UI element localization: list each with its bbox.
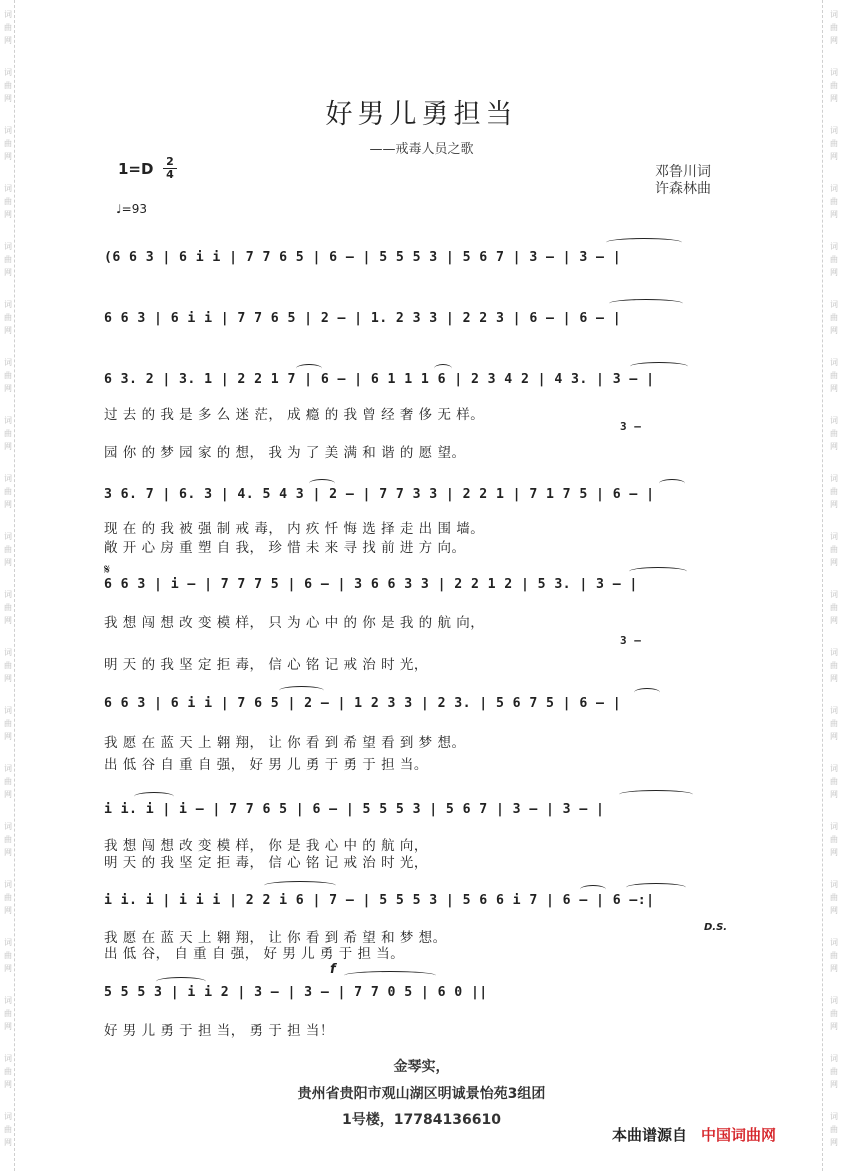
tie bbox=[626, 883, 686, 892]
meter-bottom: 4 bbox=[163, 168, 177, 181]
watermark-text: 词 曲 网 bbox=[830, 416, 838, 451]
lyric-line: 我 想 闯 想 改 变 模 样， 只 为 心 中 的 你 是 我 的 航 向， bbox=[104, 615, 485, 631]
notation-row bbox=[104, 802, 744, 828]
lyricist: 邓鲁川词 bbox=[655, 164, 711, 180]
notation-row bbox=[104, 577, 744, 603]
watermark-text: 词 曲 网 bbox=[4, 474, 12, 509]
alt-notes: 3 – bbox=[620, 420, 642, 433]
notation-row bbox=[104, 372, 744, 398]
slur bbox=[434, 364, 452, 373]
footer-phone: 1号楼，17784136610 bbox=[342, 1112, 501, 1128]
ds-mark: D.S. bbox=[704, 922, 728, 933]
source-credit bbox=[612, 1124, 776, 1145]
notation-row bbox=[104, 311, 744, 337]
forte-mark: f bbox=[330, 962, 336, 977]
watermark-text: 词 曲 网 bbox=[830, 1112, 838, 1147]
lyric-line: 出 低 谷， 自 重 自 强， 好 男 儿 勇 于 担 当。 bbox=[104, 946, 405, 962]
lyric-line: 我 愿 在 蓝 天 上 翱 翔， 让 你 看 到 希 望 看 到 梦 想。 bbox=[104, 735, 466, 751]
watermark-text: 词 曲 网 bbox=[4, 764, 12, 799]
tie bbox=[609, 299, 683, 308]
watermark-text: 词 曲 网 bbox=[4, 184, 12, 219]
slur bbox=[296, 364, 322, 373]
slur bbox=[156, 977, 206, 986]
watermark-text: 词 曲 网 bbox=[830, 242, 838, 277]
watermark-text: 词 曲 网 bbox=[4, 300, 12, 335]
notation-row bbox=[104, 696, 744, 722]
watermark-text: 词 曲 网 bbox=[4, 880, 12, 915]
lyric-line: 我 想 闯 想 改 变 模 样， 你 是 我 心 中 的 航 向， bbox=[104, 838, 428, 854]
slur bbox=[279, 686, 324, 695]
lyric-line: 过 去 的 我 是 多 么 迷 茫， 成 瘾 的 我 曾 经 奢 侈 无 样。 bbox=[104, 407, 485, 423]
notes: (6 6 3 | 6 i i | 7 7 6 5 | 6 – | 5 5 5 3 | 5 6 7 | 3 – | 3 – | bbox=[104, 250, 622, 265]
footer-address: 贵州省贵阳市观山湖区明诚景怡苑3组团 bbox=[297, 1086, 546, 1102]
tie bbox=[344, 971, 436, 980]
watermark-text: 词 曲 网 bbox=[4, 1054, 12, 1089]
composer: 许森林曲 bbox=[655, 181, 711, 197]
watermark-text: 词 曲 网 bbox=[830, 938, 838, 973]
song-title: 好男儿勇担当 bbox=[325, 99, 518, 130]
watermark-text: 词 曲 网 bbox=[830, 996, 838, 1031]
watermark-text: 词 曲 网 bbox=[830, 10, 838, 45]
watermark-text: 词 曲 网 bbox=[4, 242, 12, 277]
watermark-text: 词 曲 网 bbox=[830, 822, 838, 857]
tie bbox=[619, 790, 693, 799]
key-signature: 1=D bbox=[118, 160, 154, 178]
slur bbox=[629, 567, 687, 576]
lyric-line: 好 男 儿 勇 于 担 当， 勇 于 担 当！ bbox=[104, 1023, 334, 1039]
right-border bbox=[822, 0, 824, 1171]
source-site-link[interactable]: 中国词曲网 bbox=[701, 1126, 777, 1144]
watermark-text: 词 曲 网 bbox=[830, 706, 838, 741]
notes: 6 6 3 | 6 i i | 7 7 6 5 | 2 – | 1. 2 3 3 | 2 2 3 | 6 – | 6 – | bbox=[104, 311, 622, 326]
notes: 6 6 3 | 6 i i | 7 6 5 | 2 – | 1 2 3 3 | 2 3. | 5 6 7 5 | 6 – | bbox=[104, 696, 622, 711]
notation-row bbox=[104, 250, 744, 276]
watermark-text: 词 曲 网 bbox=[4, 590, 12, 625]
watermark-text: 词 曲 网 bbox=[830, 648, 838, 683]
slur bbox=[134, 792, 174, 801]
segno-mark: 𝄋 bbox=[104, 562, 111, 578]
source-label: 本曲谱源自 bbox=[612, 1126, 688, 1144]
credits bbox=[655, 164, 711, 198]
lyric-line: 现 在 的 我 被 强 制 戒 毒， 内 疚 忏 悔 选 择 走 出 围 墙。 bbox=[104, 521, 485, 537]
song-subtitle: ——戒毒人员之歌 bbox=[369, 142, 474, 157]
watermark-text: 词 曲 网 bbox=[4, 706, 12, 741]
watermark-text: 词 曲 网 bbox=[830, 532, 838, 567]
watermark-text: 词 曲 网 bbox=[4, 648, 12, 683]
watermark-text: 词 曲 网 bbox=[4, 938, 12, 973]
notes: i i. i | i i i | 2 2 i 6 | 7 – | 5 5 5 3 | 5 6 6 i 7 | 6 – | 6 –:| bbox=[104, 893, 655, 908]
lyric-line: 敞 开 心 房 重 塑 自 我， 珍 惜 未 来 寻 找 前 进 方 向。 bbox=[104, 540, 466, 556]
watermark-text: 词 曲 网 bbox=[830, 474, 838, 509]
notes: 6 3. 2 | 3. 1 | 2 2 1 7 | 6 – | 6 1 1 1 6 | 2 3 4 2 | 4 3. | 3 – | bbox=[104, 372, 655, 387]
footer-name: 金琴实， bbox=[393, 1059, 450, 1075]
notation-row bbox=[104, 487, 744, 513]
lyric-line: 出 低 谷 自 重 自 强， 好 男 儿 勇 于 勇 于 担 当。 bbox=[104, 757, 428, 773]
notes: 3 6. 7 | 6. 3 | 4. 5 4 3 | 2 – | 7 7 3 3 | 2 2 1 | 7 1 7 5 | 6 – | bbox=[104, 487, 655, 502]
slur bbox=[659, 479, 685, 488]
lyric-line: 我 愿 在 蓝 天 上 翱 翔， 让 你 看 到 希 望 和 梦 想。 bbox=[104, 930, 447, 946]
slur bbox=[634, 688, 660, 697]
notation-row bbox=[104, 985, 744, 1011]
watermark-text: 词 曲 网 bbox=[830, 880, 838, 915]
watermark-text: 词 曲 网 bbox=[830, 184, 838, 219]
slur bbox=[580, 885, 606, 894]
slur bbox=[630, 362, 688, 371]
watermark-text: 词 曲 网 bbox=[830, 764, 838, 799]
meter-top: 2 bbox=[166, 155, 174, 168]
watermark-text: 词 曲 网 bbox=[4, 532, 12, 567]
watermark-text: 词 曲 网 bbox=[4, 416, 12, 451]
slur bbox=[309, 479, 335, 488]
watermark-text: 词 曲 网 bbox=[830, 68, 838, 103]
watermark-text: 词 曲 网 bbox=[4, 126, 12, 161]
notes: i i. i | i – | 7 7 6 5 | 6 – | 5 5 5 3 | 5 6 7 | 3 – | 3 – | bbox=[104, 802, 605, 817]
notes: 5 5 5 3 | i i 2 | 3 – | 3 – | 7 7 0 5 | 6 0 || bbox=[104, 985, 488, 1000]
watermark-text: 词 曲 网 bbox=[830, 1054, 838, 1089]
watermark-text: 词 曲 网 bbox=[4, 1112, 12, 1147]
watermark-text: 词 曲 网 bbox=[4, 10, 12, 45]
watermark-text: 词 曲 网 bbox=[4, 822, 12, 857]
watermark-text: 词 曲 网 bbox=[4, 358, 12, 393]
watermark-text: 词 曲 网 bbox=[4, 68, 12, 103]
lyric-line: 明 天 的 我 坚 定 拒 毒， 信 心 铭 记 戒 治 时 光， bbox=[104, 657, 428, 673]
notes: 6 6 3 | i – | 7 7 7 5 | 6 – | 3 6 6 3 3 | 2 2 1 2 | 5 3. | 3 – | bbox=[104, 577, 638, 592]
time-signature bbox=[163, 156, 177, 181]
lyric-line: 明 天 的 我 坚 定 拒 毒， 信 心 铭 记 戒 治 时 光， bbox=[104, 855, 428, 871]
tie bbox=[606, 238, 682, 247]
watermark-text: 词 曲 网 bbox=[830, 590, 838, 625]
lyric-line: 园 你 的 梦 园 家 的 想， 我 为 了 美 满 和 谐 的 愿 望。 bbox=[104, 445, 466, 461]
tempo-mark: ♩=93 bbox=[116, 202, 147, 216]
slur bbox=[264, 881, 336, 890]
notation-row bbox=[104, 893, 744, 919]
watermark-text: 词 曲 网 bbox=[830, 300, 838, 335]
watermark-text: 词 曲 网 bbox=[4, 996, 12, 1031]
alt-notes: 3 – bbox=[620, 634, 642, 647]
watermark-text: 词 曲 网 bbox=[830, 358, 838, 393]
watermark-text: 词 曲 网 bbox=[830, 126, 838, 161]
